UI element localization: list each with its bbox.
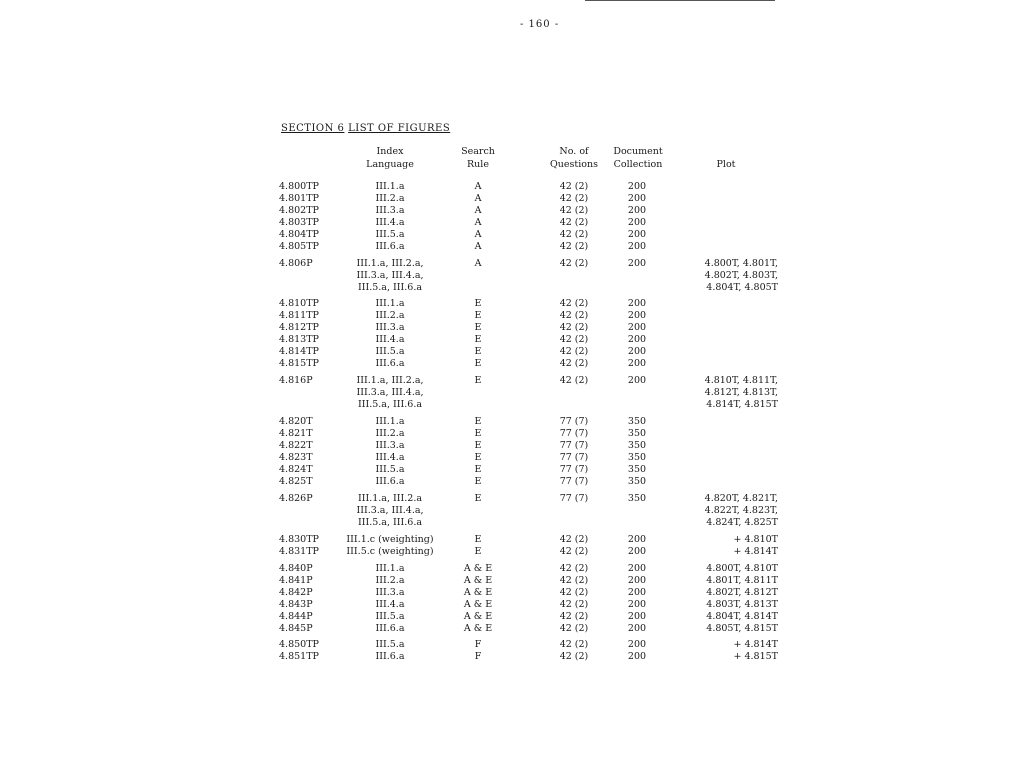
index-language: III.2.a: [375, 193, 405, 204]
index-language: III.4.a: [375, 599, 405, 610]
index-language: III.3.a, III.4.a,: [356, 270, 424, 281]
section-label: SECTION 6: [281, 123, 345, 134]
document-collection: 200: [627, 358, 647, 369]
header-questions-line2: Questions: [550, 159, 598, 170]
question-count: 42 (2): [559, 546, 589, 557]
table-row: [0, 282, 1024, 294]
table-row: [0, 452, 1024, 464]
question-count: 42 (2): [559, 229, 589, 240]
document-collection: 200: [627, 639, 647, 650]
question-count: 42 (2): [559, 563, 589, 574]
plot-reference: 4.804T, 4.814T: [706, 611, 778, 622]
table-row: [0, 193, 1024, 205]
figure-id: 4.822T: [279, 440, 313, 451]
index-language: III.2.a: [375, 428, 405, 439]
plot-reference: + 4.810T: [733, 534, 778, 545]
search-rule: E: [474, 546, 482, 557]
index-language: III.5.a: [375, 611, 405, 622]
question-count: 42 (2): [559, 181, 589, 192]
index-language: III.5.a: [375, 346, 405, 357]
table-row: [0, 464, 1024, 476]
figure-id: 4.802TP: [279, 205, 319, 216]
document-collection: 200: [627, 587, 647, 598]
search-rule: A: [474, 181, 482, 192]
figure-id: 4.816P: [279, 375, 313, 386]
index-language: III.3.a: [375, 205, 405, 216]
document-collection: 200: [627, 298, 647, 309]
index-language: III.6.a: [375, 651, 405, 662]
page-number: - 160 -: [520, 19, 560, 30]
figure-id: 4.842P: [279, 587, 313, 598]
document-collection: 200: [627, 534, 647, 545]
table-row: [0, 534, 1024, 546]
question-count: 42 (2): [559, 310, 589, 321]
document-collection: 350: [627, 493, 647, 504]
header-collection-line2: Collection: [613, 159, 663, 170]
document-collection: 200: [627, 217, 647, 228]
question-count: 42 (2): [559, 599, 589, 610]
search-rule: E: [474, 375, 482, 386]
table-row: [0, 375, 1024, 387]
plot-reference: 4.805T, 4.815T: [706, 623, 778, 634]
search-rule: A: [474, 241, 482, 252]
plot-reference: 4.800T, 4.801T,: [704, 258, 778, 269]
plot-reference: 4.824T, 4.825T: [706, 517, 778, 528]
index-language: III.1.a: [375, 563, 405, 574]
plot-reference: 4.814T, 4.815T: [706, 399, 778, 410]
table-row: [0, 346, 1024, 358]
figure-id: 4.851TP: [279, 651, 319, 662]
question-count: 42 (2): [559, 258, 589, 269]
search-rule: E: [474, 493, 482, 504]
search-rule: E: [474, 476, 482, 487]
document-collection: 350: [627, 416, 647, 427]
figure-id: 4.803TP: [279, 217, 319, 228]
index-language: III.3.a, III.4.a,: [356, 505, 424, 516]
index-language: III.1.a, III.2.a,: [356, 375, 424, 386]
table-row: [0, 270, 1024, 282]
figure-id: 4.815TP: [279, 358, 319, 369]
header-index-language: [355, 145, 425, 171]
table-row: [0, 546, 1024, 558]
document-collection: 200: [627, 241, 647, 252]
index-language: III.2.a: [375, 575, 405, 586]
document-collection: 350: [627, 464, 647, 475]
table-row: [0, 563, 1024, 575]
index-language: III.1.a: [375, 416, 405, 427]
search-rule: A: [474, 217, 482, 228]
question-count: 42 (2): [559, 298, 589, 309]
plot-reference: + 4.814T: [733, 639, 778, 650]
plot-reference: 4.822T, 4.823T,: [704, 505, 778, 516]
table-row: [0, 310, 1024, 322]
index-language: III.6.a: [375, 623, 405, 634]
document-collection: 200: [627, 193, 647, 204]
document-collection: 200: [627, 623, 647, 634]
document-collection: 200: [627, 229, 647, 240]
search-rule: A & E: [463, 599, 493, 610]
search-rule: A & E: [463, 623, 493, 634]
question-count: 42 (2): [559, 375, 589, 386]
figure-id: 4.813TP: [279, 334, 319, 345]
table-row: [0, 334, 1024, 346]
search-rule: A: [474, 205, 482, 216]
index-language: III.6.a: [375, 358, 405, 369]
index-language: III.5.a, III.6.a: [357, 517, 423, 528]
index-language: III.5.a, III.6.a: [357, 282, 423, 293]
table-row: [0, 440, 1024, 452]
question-count: 42 (2): [559, 358, 589, 369]
search-rule: E: [474, 440, 482, 451]
index-language: III.1.a, III.2.a: [357, 493, 423, 504]
plot-reference: 4.812T, 4.813T,: [704, 387, 778, 398]
question-count: 42 (2): [559, 651, 589, 662]
index-language: III.5.a, III.6.a: [357, 399, 423, 410]
header-plot: [696, 158, 756, 171]
table-row: [0, 298, 1024, 310]
question-count: 42 (2): [559, 534, 589, 545]
header-search-rule: [448, 145, 508, 171]
table-row: [0, 181, 1024, 193]
figure-id: 4.850TP: [279, 639, 319, 650]
table-row: [0, 493, 1024, 505]
search-rule: A & E: [463, 563, 493, 574]
document-collection: 200: [627, 563, 647, 574]
figure-id: 4.820T: [279, 416, 313, 427]
header-plot-label: Plot: [716, 159, 736, 170]
header-index-line1: Index: [376, 146, 404, 157]
question-count: 42 (2): [559, 623, 589, 634]
header-questions-line1: No. of: [559, 146, 589, 157]
index-language: III.5.c (weighting): [346, 546, 434, 557]
question-count: 42 (2): [559, 322, 589, 333]
figure-id: 4.814TP: [279, 346, 319, 357]
table-row: [0, 258, 1024, 270]
index-language: III.1.c (weighting): [346, 534, 434, 545]
document-collection: 200: [627, 546, 647, 557]
document-collection: 350: [627, 476, 647, 487]
question-count: 42 (2): [559, 334, 589, 345]
table-row: [0, 387, 1024, 399]
figure-id: 4.824T: [279, 464, 313, 475]
header-questions: [540, 145, 608, 171]
figure-id: 4.810TP: [279, 298, 319, 309]
figure-id: 4.805TP: [279, 241, 319, 252]
index-language: III.3.a, III.4.a,: [356, 387, 424, 398]
index-language: III.6.a: [375, 241, 405, 252]
index-language: III.6.a: [375, 476, 405, 487]
table-row: [0, 358, 1024, 370]
search-rule: E: [474, 346, 482, 357]
search-rule: E: [474, 416, 482, 427]
search-rule: E: [474, 310, 482, 321]
index-language: III.2.a: [375, 310, 405, 321]
search-rule: E: [474, 464, 482, 475]
question-count: 42 (2): [559, 611, 589, 622]
index-language: III.4.a: [375, 452, 405, 463]
figure-id: 4.843P: [279, 599, 313, 610]
header-search-line1: Search: [461, 146, 495, 157]
document-collection: 200: [627, 651, 647, 662]
table-row: [0, 416, 1024, 428]
index-language: III.3.a: [375, 322, 405, 333]
search-rule: E: [474, 452, 482, 463]
table-row: [0, 505, 1024, 517]
question-count: 77 (7): [559, 440, 589, 451]
search-rule: A & E: [463, 587, 493, 598]
table-row: [0, 217, 1024, 229]
table-row: [0, 587, 1024, 599]
search-rule: E: [474, 322, 482, 333]
search-rule: F: [474, 651, 482, 662]
figure-id: 4.825T: [279, 476, 313, 487]
header-search-line2: Rule: [467, 159, 489, 170]
document-collection: 200: [627, 599, 647, 610]
table-row: [0, 575, 1024, 587]
top-rule: [585, 0, 775, 1]
document-collection: 200: [627, 258, 647, 269]
index-language: III.4.a: [375, 217, 405, 228]
table-row: [0, 322, 1024, 334]
document-collection: 200: [627, 310, 647, 321]
figure-id: 4.844P: [279, 611, 313, 622]
figure-id: 4.831TP: [279, 546, 319, 557]
figure-id: 4.826P: [279, 493, 313, 504]
table-row: [0, 517, 1024, 529]
document-collection: 200: [627, 611, 647, 622]
plot-reference: 4.804T, 4.805T: [706, 282, 778, 293]
index-language: III.1.a: [375, 298, 405, 309]
figure-id: 4.811TP: [279, 310, 319, 321]
figure-id: 4.812TP: [279, 322, 319, 333]
plot-reference: + 4.815T: [733, 651, 778, 662]
header-index-line2: Language: [366, 159, 414, 170]
document-collection: 200: [627, 205, 647, 216]
figure-id: 4.823T: [279, 452, 313, 463]
plot-reference: 4.802T, 4.803T,: [704, 270, 778, 281]
figure-id: 4.800TP: [279, 181, 319, 192]
plot-reference: 4.802T, 4.812T: [706, 587, 778, 598]
plot-reference: 4.800T, 4.810T: [706, 563, 778, 574]
table-row: [0, 599, 1024, 611]
question-count: 42 (2): [559, 639, 589, 650]
figure-id: 4.801TP: [279, 193, 319, 204]
index-language: III.5.a: [375, 639, 405, 650]
figure-id: 4.804TP: [279, 229, 319, 240]
question-count: 77 (7): [559, 476, 589, 487]
figure-id: 4.821T: [279, 428, 313, 439]
question-count: 77 (7): [559, 428, 589, 439]
document-collection: 200: [627, 575, 647, 586]
figure-id: 4.830TP: [279, 534, 319, 545]
question-count: 42 (2): [559, 241, 589, 252]
search-rule: E: [474, 534, 482, 545]
figure-id: 4.841P: [279, 575, 313, 586]
section-heading: LIST OF FIGURES: [348, 123, 451, 134]
document-collection: 200: [627, 181, 647, 192]
table-row: [0, 639, 1024, 651]
plot-reference: 4.820T, 4.821T,: [704, 493, 778, 504]
search-rule: A & E: [463, 611, 493, 622]
question-count: 77 (7): [559, 416, 589, 427]
index-language: III.5.a: [375, 464, 405, 475]
figure-id: 4.845P: [279, 623, 313, 634]
table-row: [0, 476, 1024, 488]
plot-reference: 4.810T, 4.811T,: [704, 375, 778, 386]
figure-id: 4.840P: [279, 563, 313, 574]
figure-id: 4.806P: [279, 258, 313, 269]
question-count: 42 (2): [559, 575, 589, 586]
index-language: III.4.a: [375, 334, 405, 345]
index-language: III.1.a, III.2.a,: [356, 258, 424, 269]
search-rule: A: [474, 258, 482, 269]
table-row: [0, 399, 1024, 411]
document-collection: 200: [627, 322, 647, 333]
question-count: 42 (2): [559, 346, 589, 357]
table-row: [0, 611, 1024, 623]
index-language: III.5.a: [375, 229, 405, 240]
document-collection: 350: [627, 452, 647, 463]
plot-reference: + 4.814T: [733, 546, 778, 557]
index-language: III.3.a: [375, 587, 405, 598]
document-collection: 200: [627, 334, 647, 345]
search-rule: A: [474, 193, 482, 204]
table-row: [0, 241, 1024, 253]
document-collection: 350: [627, 440, 647, 451]
question-count: 42 (2): [559, 587, 589, 598]
search-rule: A: [474, 229, 482, 240]
search-rule: A & E: [463, 575, 493, 586]
question-count: 42 (2): [559, 217, 589, 228]
question-count: 77 (7): [559, 452, 589, 463]
table-row: [0, 229, 1024, 241]
document-collection: 200: [627, 375, 647, 386]
plot-reference: 4.801T, 4.811T: [706, 575, 778, 586]
document-collection: 200: [627, 346, 647, 357]
search-rule: E: [474, 358, 482, 369]
header-collection-line1: Document: [613, 146, 663, 157]
search-rule: E: [474, 298, 482, 309]
table-row: [0, 623, 1024, 635]
question-count: 77 (7): [559, 493, 589, 504]
index-language: III.1.a: [375, 181, 405, 192]
table-row: [0, 205, 1024, 217]
section-title: [281, 123, 450, 134]
search-rule: E: [474, 334, 482, 345]
document-collection: 350: [627, 428, 647, 439]
table-row: [0, 651, 1024, 663]
question-count: 42 (2): [559, 205, 589, 216]
header-collection: [606, 145, 670, 171]
search-rule: F: [474, 639, 482, 650]
search-rule: E: [474, 428, 482, 439]
table-row: [0, 428, 1024, 440]
plot-reference: 4.803T, 4.813T: [706, 599, 778, 610]
question-count: 77 (7): [559, 464, 589, 475]
question-count: 42 (2): [559, 193, 589, 204]
index-language: III.3.a: [375, 440, 405, 451]
